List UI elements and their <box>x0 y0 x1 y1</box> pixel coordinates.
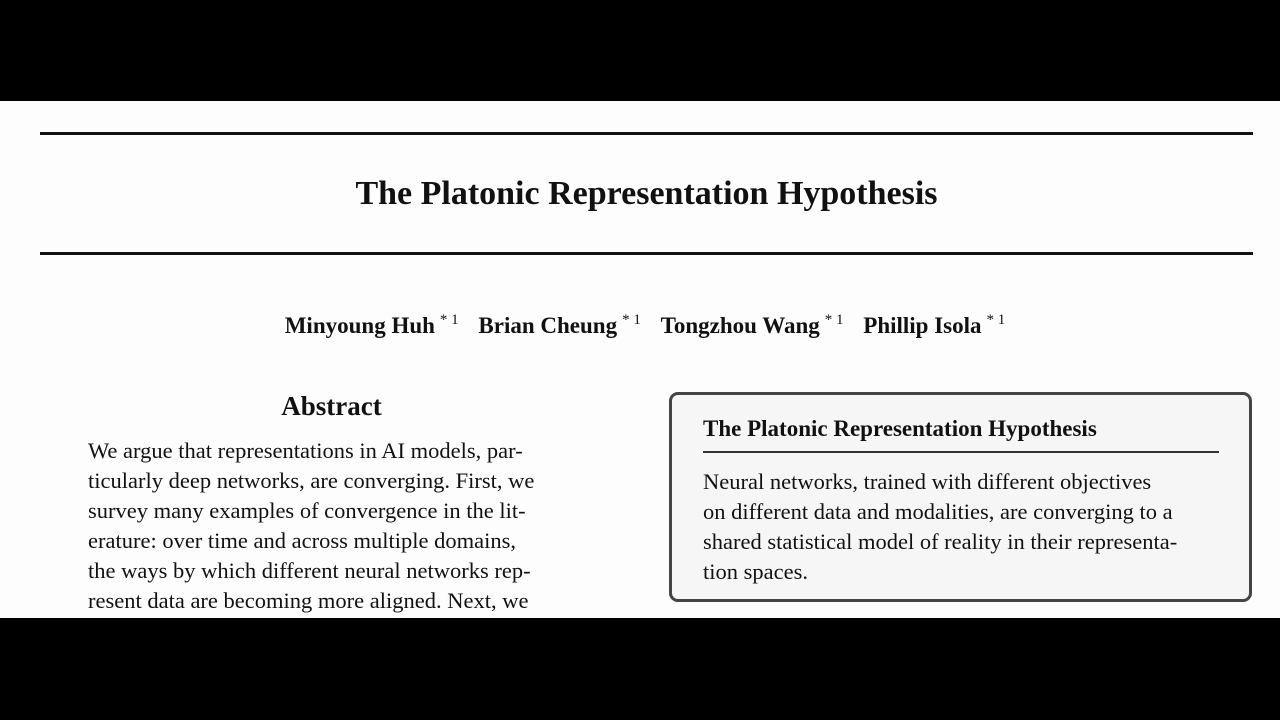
paper-page <box>0 101 1280 618</box>
abstract-line: the ways by which different neural networks rep- <box>88 558 531 583</box>
author-name: Minyoung Huh <box>284 313 435 338</box>
hypothesis-summary-box <box>669 392 1252 602</box>
abstract-line: erature: over time and across multiple domains, <box>88 528 516 553</box>
author-2 <box>478 305 640 341</box>
author-4 <box>863 305 1005 341</box>
summary-line: tion spaces. <box>703 559 808 584</box>
abstract-line: survey many examples of convergence in the lit- <box>88 498 526 523</box>
author-affiliation-mark: * 1 <box>622 312 641 328</box>
summary-line: shared statistical model of reality in their representa- <box>703 529 1178 554</box>
author-affiliation-mark: * 1 <box>439 312 459 328</box>
video-letterbox-top <box>0 0 1280 101</box>
abstract-text <box>88 436 588 616</box>
paper-title: The Platonic Representation Hypothesis <box>355 175 938 212</box>
summary-box-divider <box>703 451 1219 453</box>
summary-line: on different data and modalities, are converging to a <box>703 499 1173 524</box>
abstract-line: ticularly deep networks, are converging. First, we <box>88 468 535 493</box>
video-letterbox-bottom <box>0 618 1280 720</box>
summary-box-title: The Platonic Representation Hypothesis <box>703 416 1097 441</box>
author-name: Tongzhou Wang <box>660 313 820 338</box>
author-list <box>0 305 1280 341</box>
title-bottom-rule <box>40 252 1253 255</box>
abstract-line: We argue that representations in AI models, par- <box>88 438 523 463</box>
summary-line: Neural networks, trained with different objectives <box>703 469 1152 494</box>
author-affiliation-mark: * 1 <box>824 312 844 328</box>
abstract-heading: Abstract <box>281 391 382 421</box>
author-3 <box>661 305 844 341</box>
summary-box-text <box>703 467 1177 587</box>
author-1 <box>285 305 459 341</box>
author-name: Phillip Isola <box>863 313 982 338</box>
author-name: Brian Cheung <box>478 313 618 338</box>
title-top-rule <box>40 132 1253 135</box>
abstract-line: resent data are becoming more aligned. Next, we <box>88 588 529 613</box>
author-affiliation-mark: * 1 <box>986 312 1006 328</box>
